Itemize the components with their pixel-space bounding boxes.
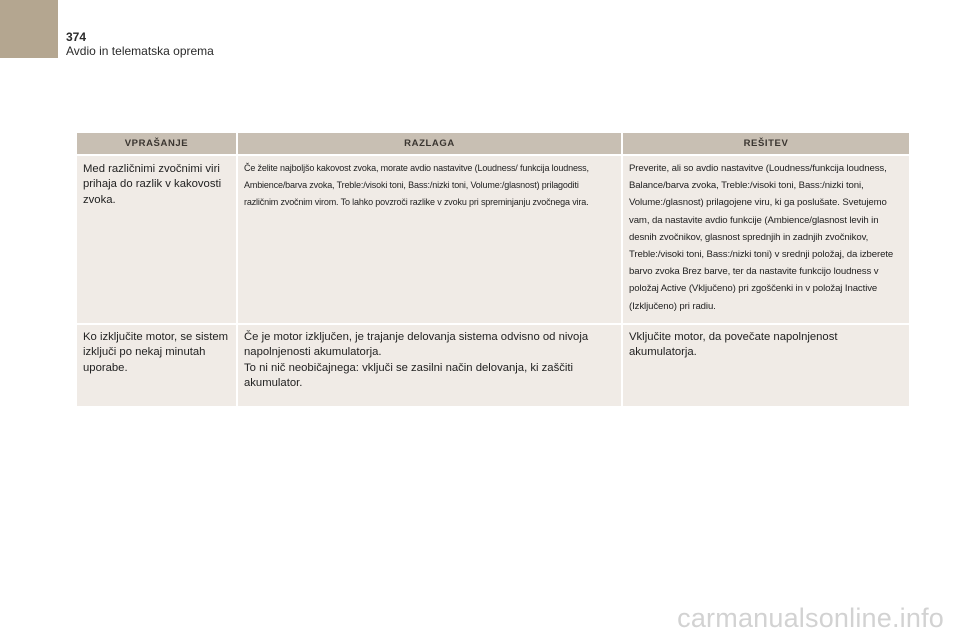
page-number: 374 bbox=[66, 30, 87, 44]
question-cell: Ko izključite motor, se sistem izključi po nekaj minutah uporabe. bbox=[77, 323, 236, 406]
table-row bbox=[77, 323, 909, 406]
explanation-cell: Če je motor izključen, je trajanje delovanja sistema odvisno od nivoja napolnjenosti akumulatorja. To ni nič neobičajnega: vključi se zasilni način delovanja, ki zaščiti akumulator. bbox=[238, 323, 621, 406]
column-header-question: VPRAŠANJE bbox=[77, 133, 236, 154]
solution-cell: Preverite, ali so avdio nastavitve (Loudness/funkcija loudness, Balance/barva zvoka, Treble:/visoki toni, Bass:/nizki toni, Volume:/glasnost) prilagojene viru, ki ga poslušate. Svetujemo vam, da nastavite avdio funkcije (Ambience/glasnost levih in desnih zvočnikov, glasnost sprednjih in zadnjih zvočnikov, Treble:/visoki toni, Bass:/nizki toni) v srednji položaj, da izberete barvo zvoka Brez barve, ter da nastavite funkcijo loudness v položaj Active (Vključeno) pri zgoščenki in v položaj Inactive (Izključeno) pri radiu. bbox=[623, 154, 909, 323]
watermark: carmanualsonline.info bbox=[677, 603, 944, 633]
solution-cell: Vključite motor, da povečate napolnjenost akumulatorja. bbox=[623, 323, 909, 406]
table-row bbox=[77, 154, 909, 323]
column-header-explanation: RAZLAGA bbox=[238, 133, 621, 154]
table-header-row bbox=[77, 133, 909, 154]
explanation-cell: Če želite najboljšo kakovost zvoka, morate avdio nastavitve (Loudness/ funkcija loudness, Ambience/barva zvoka, Treble:/visoki toni, Bass:/nizki toni, Volume:/glasnost) prilagoditi različnim zvočnim virom. To lahko povzroči razlike v zvoku pri spreminjanju zvočnega vira. bbox=[238, 154, 621, 323]
column-header-solution: REŠITEV bbox=[623, 133, 909, 154]
section-title: Avdio in telematska oprema bbox=[66, 44, 214, 58]
question-cell: Med različnimi zvočnimi viri prihaja do razlik v kakovosti zvoka. bbox=[77, 154, 236, 323]
faq-table bbox=[75, 133, 911, 406]
corner-tab bbox=[0, 0, 58, 58]
